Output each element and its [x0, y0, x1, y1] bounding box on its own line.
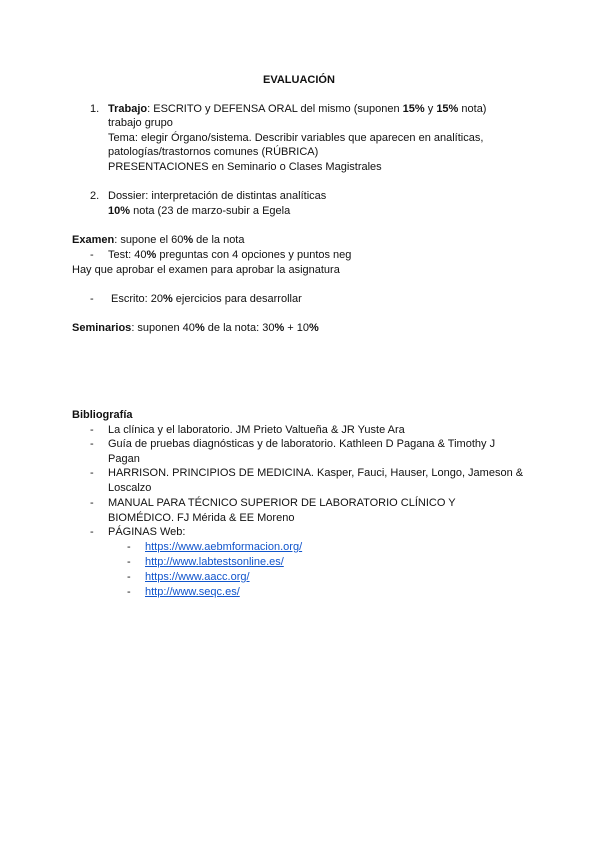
bib-item: Guía de pruebas diagnósticas y de laboratorio. Kathleen D Pagana & Timothy J [108, 438, 496, 450]
item1-line4: patologías/trastornos comunes (RÚBRICA) [108, 146, 319, 158]
bib-item: MANUAL PARA TÉCNICO SUPERIOR DE LABORATORIO CLÍNICO Y [108, 497, 456, 509]
bullet-dash: - [127, 571, 131, 583]
list-number-2: 2. [90, 190, 100, 202]
bib-item: PÁGINAS Web: [108, 526, 186, 538]
bullet-dash: - [90, 438, 94, 450]
bullet-dash: - [90, 467, 94, 479]
bullet-dash: - [127, 556, 131, 568]
bib-item: HARRISON. PRINCIPIOS DE MEDICINA. Kasper, Fauci, Hauser, Longo, Jameson & [108, 467, 524, 479]
item1-line1: Trabajo: ESCRITO y DEFENSA ORAL del mismo (suponen 15% y 15% nota) [108, 103, 487, 115]
page-title: EVALUACIÓN [263, 74, 335, 86]
seminarios-line: Seminarios: suponen 40% de la nota: 30% + 10% [72, 322, 319, 334]
bullet-dash: - [90, 526, 94, 538]
item1-line3: Tema: elegir Órgano/sistema. Describir variables que aparecen en analíticas, [108, 132, 484, 144]
examen-line: Examen: supone el 60% de la nota [72, 234, 245, 246]
item2-line2: 10% nota (23 de marzo-subir a Egela [108, 205, 291, 217]
bullet-dash: - [127, 541, 131, 553]
bullet-dash: - [90, 249, 94, 261]
list-number-1: 1. [90, 103, 100, 115]
examen-test-line: Test: 40% preguntas con 4 opciones y puntos neg [108, 249, 352, 261]
web-link-aebm[interactable]: https://www.aebmformacion.org/ [145, 541, 303, 553]
bullet-dash: - [90, 293, 94, 305]
bib-item-cont: Pagan [108, 453, 140, 465]
item2-line1: Dossier: interpretación de distintas analíticas [108, 190, 327, 202]
bib-item-cont: BIOMÉDICO. FJ Mérida & EE Moreno [108, 512, 295, 524]
bullet-dash: - [90, 497, 94, 509]
web-link-seqc[interactable]: http://www.seqc.es/ [145, 586, 240, 598]
web-link-aacc[interactable]: https://www.aacc.org/ [145, 571, 250, 583]
bib-item: La clínica y el laboratorio. JM Prieto Valtueña & JR Yuste Ara [108, 424, 405, 436]
bib-item-cont: Loscalzo [108, 482, 152, 494]
web-link-labtestsonline[interactable]: http://www.labtestsonline.es/ [145, 556, 284, 568]
item1-line5: PRESENTACIONES en Seminario o Clases Magistrales [108, 161, 382, 173]
bullet-dash: - [90, 424, 94, 436]
examen-escrito-line: Escrito: 20% ejercicios para desarrollar [111, 293, 302, 305]
item1-line2: trabajo grupo [108, 117, 173, 129]
examen-note: Hay que aprobar el examen para aprobar la asignatura [72, 264, 340, 276]
bibliografia-heading: Bibliografía [72, 409, 133, 421]
bullet-dash: - [127, 586, 131, 598]
